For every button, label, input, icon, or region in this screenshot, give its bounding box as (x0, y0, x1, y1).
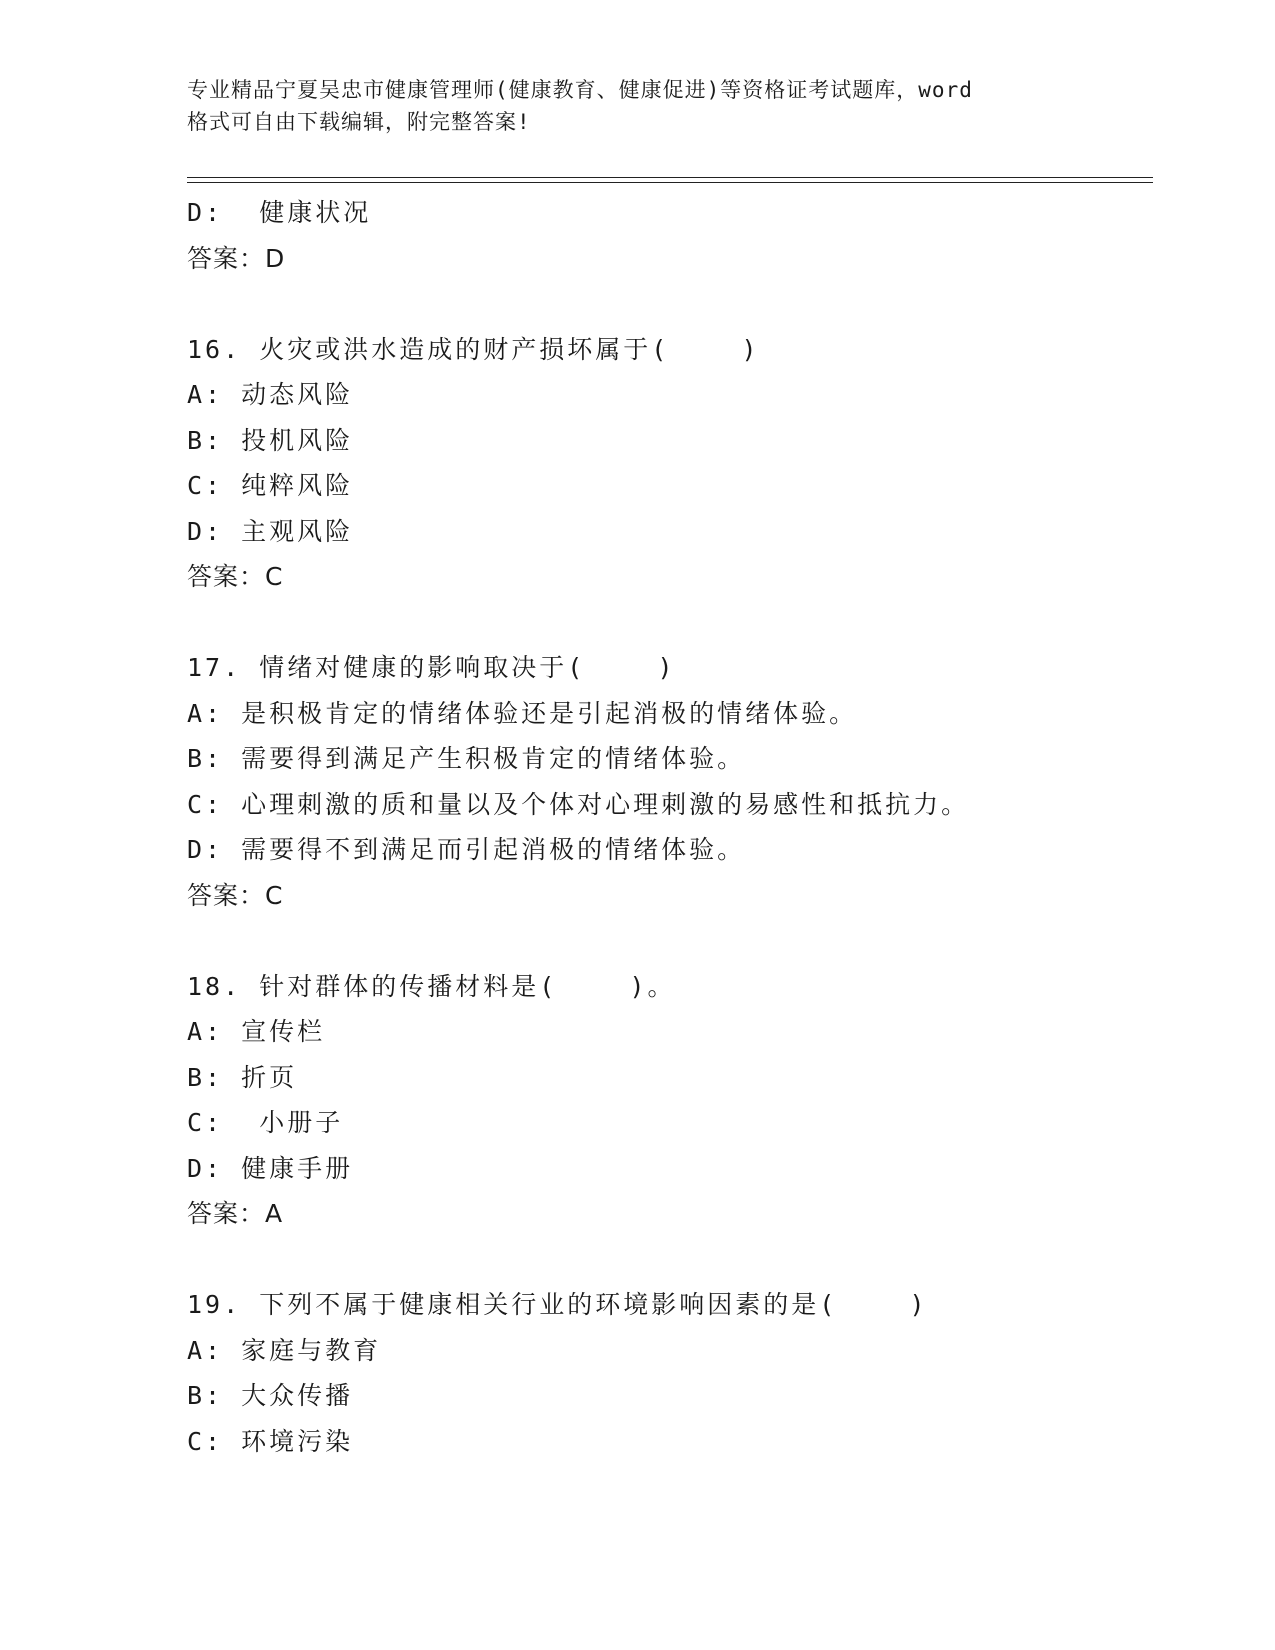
header-line-1: 专业精品宁夏吴忠市健康管理师(健康教育、健康促进)等资格证考试题库，word (187, 78, 973, 102)
option-b: B: 大众传播 (187, 1381, 354, 1410)
option-b: B: 折页 (187, 1062, 298, 1092)
option-d: D: 需要得不到满足而引起消极的情绪体验。 (187, 835, 746, 864)
question-18 (187, 964, 1153, 1237)
document-header (187, 74, 1067, 138)
question-15-tail (187, 190, 1153, 281)
question-19 (187, 1282, 1153, 1464)
option-a: A: 宣传栏 (187, 1017, 326, 1046)
option-b: B: 需要得到满足产生积极肯定的情绪体验。 (187, 744, 746, 773)
header-line-2: 格式可自由下载编辑，附完整答案! (187, 110, 531, 134)
spacer (187, 600, 1153, 646)
option-c: C: 小册子 (187, 1108, 344, 1137)
option-a: A: 动态风险 (187, 380, 354, 409)
header-divider-bottom (187, 182, 1153, 183)
answer-label: 答案：C (187, 562, 284, 591)
answer-label: 答案：C (187, 880, 284, 910)
option-d: D: 主观风险 (187, 516, 354, 546)
question-17 (187, 645, 1153, 918)
option-b: B: 投机风险 (187, 425, 354, 455)
question-list (187, 190, 1153, 1464)
option-d: D: 健康状况 (187, 198, 372, 227)
option-c: C: 心理刺激的质和量以及个体对心理刺激的易感性和抵抗力。 (187, 789, 970, 819)
spacer (187, 1237, 1153, 1283)
question-stem: 18. 针对群体的传播材料是( )。 (187, 971, 676, 1001)
header-divider-top (187, 177, 1153, 178)
option-c: C: 环境污染 (187, 1426, 354, 1456)
option-a: A: 家庭与教育 (187, 1335, 382, 1365)
option-c: C: 纯粹风险 (187, 471, 354, 500)
question-16 (187, 327, 1153, 600)
answer-label: 答案：D (187, 243, 286, 273)
question-stem: 19. 下列不属于健康相关行业的环境影响因素的是( ) (187, 1290, 928, 1319)
answer-label: 答案：A (187, 1199, 284, 1228)
spacer (187, 918, 1153, 964)
option-a: A: 是积极肯定的情绪体验还是引起消极的情绪体验。 (187, 698, 858, 728)
question-stem: 16. 火灾或洪水造成的财产损坏属于( ) (187, 334, 760, 364)
spacer (187, 281, 1153, 327)
question-stem: 17. 情绪对健康的影响取决于( ) (187, 653, 676, 682)
option-d: D: 健康手册 (187, 1153, 354, 1183)
